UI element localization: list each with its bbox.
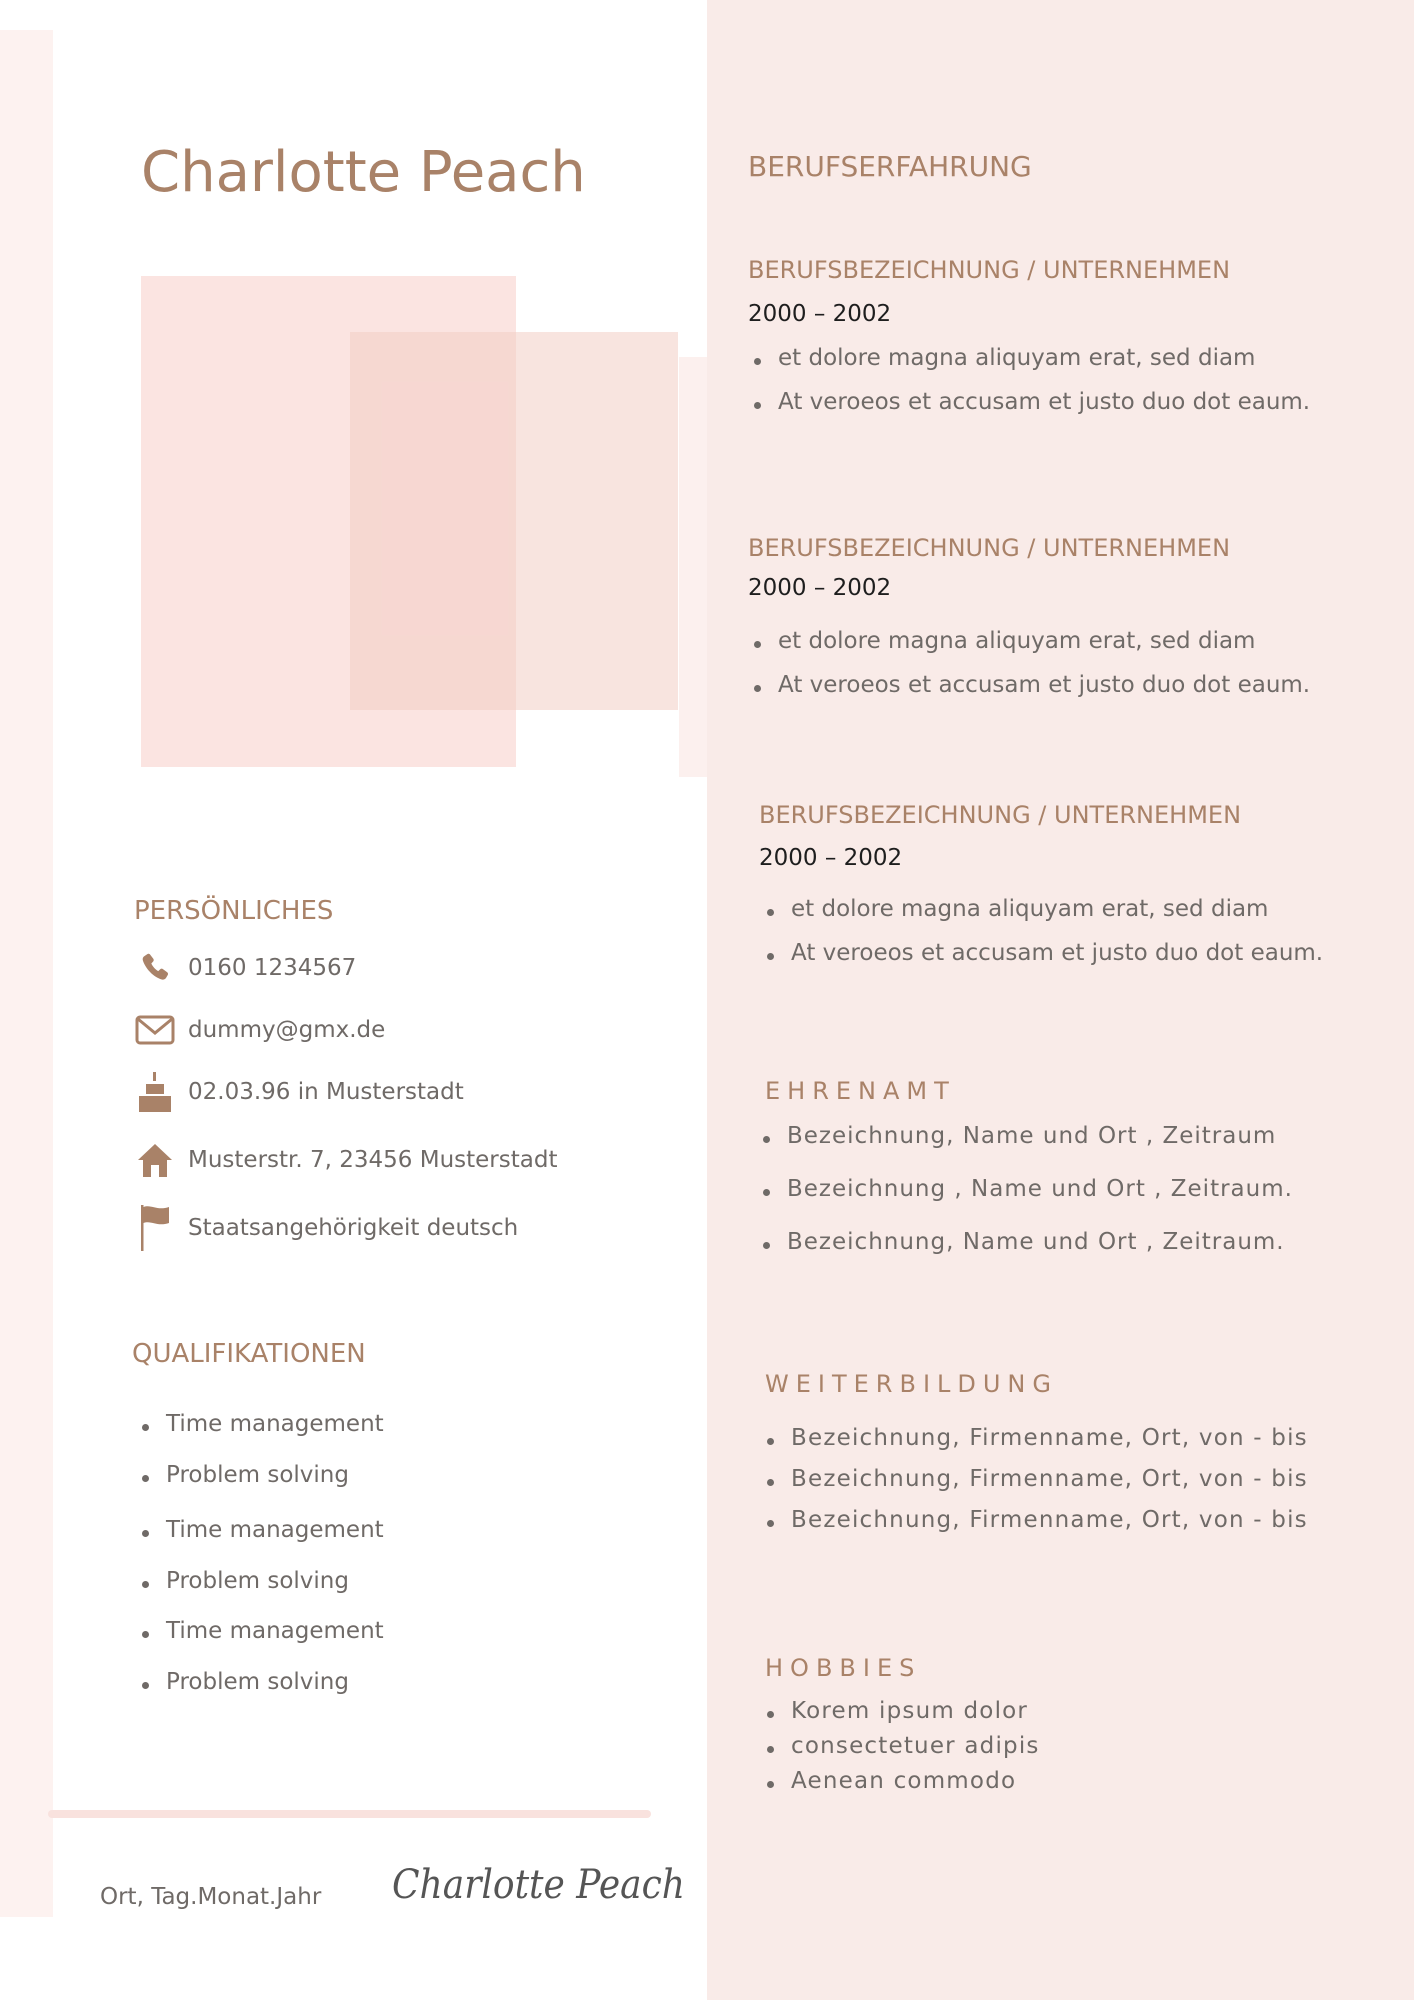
qualification-item: Time management [136, 1618, 384, 1644]
job-bullets [761, 896, 1323, 966]
qualifications-list [136, 1411, 384, 1695]
volunteer-item: Bezeichnung, Name und Ort , Zeitraum [757, 1123, 1293, 1149]
experience-title: BERUFSERFAHRUNG [748, 150, 1032, 183]
job-dates: 2000 – 2002 [759, 845, 903, 871]
volunteer-item: Bezeichnung, Name und Ort , Zeitraum. [757, 1229, 1293, 1255]
contact-address [132, 1140, 557, 1180]
job-bullets [748, 345, 1310, 415]
job-bullet: et dolore magna aliquyam erat, sed diam [748, 345, 1310, 371]
job-bullet: At veroeos et accusam et justo duo dot eaum. [748, 672, 1310, 698]
qualification-item: Problem solving [136, 1462, 384, 1488]
personal-title: PERSÖNLICHES [134, 896, 334, 926]
nationality: Staatsangehörigkeit deutsch [188, 1215, 519, 1241]
email-address[interactable]: dummy@gmx.de [188, 1017, 386, 1043]
training-title: WEITERBILDUNG [765, 1370, 1058, 1398]
training-item: Bezeichnung, Firmenname, Ort, von - bis [761, 1466, 1308, 1492]
photo-placeholder-front [350, 332, 678, 710]
training-item: Bezeichnung, Firmenname, Ort, von - bis [761, 1507, 1308, 1533]
phone-number: 0160 1234567 [188, 955, 357, 981]
hobby-item: Aenean commodo [761, 1768, 1040, 1794]
footer-divider [48, 1810, 651, 1818]
qualification-item: Time management [136, 1411, 384, 1437]
qualification-item: Problem solving [136, 1669, 384, 1695]
contact-email [132, 1010, 385, 1050]
volunteer-list [757, 1123, 1293, 1255]
hobby-item: consectetuer adipis [761, 1733, 1040, 1759]
phone-icon [132, 948, 178, 988]
qualification-item: Time management [136, 1517, 384, 1543]
flag-icon [132, 1208, 178, 1248]
candidate-name: Charlotte Peach [141, 140, 586, 205]
job-dates: 2000 – 2002 [748, 301, 892, 327]
job-dates: 2000 – 2002 [748, 575, 892, 601]
job-title: BERUFSBEZEICHNUNG / UNTERNEHMEN [748, 534, 1231, 562]
hobby-item: Korem ipsum dolor [761, 1698, 1040, 1724]
job-bullet: At veroeos et accusam et justo duo dot eaum. [761, 940, 1323, 966]
contact-phone [132, 948, 356, 988]
qualification-item: Problem solving [136, 1568, 384, 1594]
birthday-cake-icon [132, 1072, 178, 1112]
left-decor-strip [0, 30, 53, 1917]
hobbies-list [761, 1698, 1040, 1794]
birth-info: 02.03.96 in Musterstadt [188, 1079, 464, 1105]
volunteer-title: EHRENAMT [765, 1077, 956, 1105]
training-list [761, 1425, 1308, 1533]
job-bullets [748, 628, 1310, 698]
job-title: BERUFSBEZEICHNUNG / UNTERNEHMEN [748, 256, 1231, 284]
job-title: BERUFSBEZEICHNUNG / UNTERNEHMEN [759, 801, 1242, 829]
signature: Charlotte Peach [392, 1862, 685, 1908]
home-icon [132, 1140, 178, 1180]
mail-icon [132, 1010, 178, 1050]
volunteer-item: Bezeichnung , Name und Ort , Zeitraum. [757, 1176, 1293, 1202]
address: Musterstr. 7, 23456 Musterstadt [188, 1147, 558, 1173]
contact-nationality [132, 1208, 518, 1248]
photo-placeholder-edge [679, 357, 707, 777]
contact-birth [132, 1072, 464, 1112]
qualifications-title: QUALIFIKATIONEN [132, 1339, 366, 1369]
training-item: Bezeichnung, Firmenname, Ort, von - bis [761, 1425, 1308, 1451]
job-bullet: et dolore magna aliquyam erat, sed diam [761, 896, 1323, 922]
job-bullet: At veroeos et accusam et justo duo dot eaum. [748, 389, 1310, 415]
place-date: Ort, Tag.Monat.Jahr [100, 1884, 322, 1910]
hobbies-title: HOBBIES [765, 1654, 922, 1682]
job-bullet: et dolore magna aliquyam erat, sed diam [748, 628, 1310, 654]
